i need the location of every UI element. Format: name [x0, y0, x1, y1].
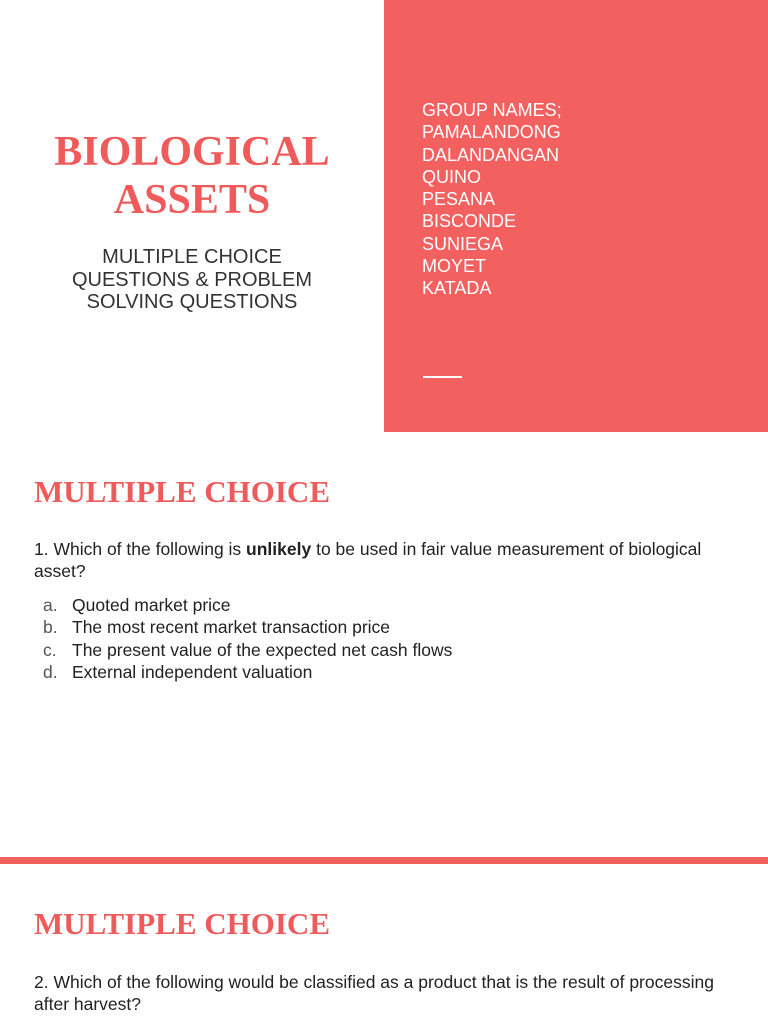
slide-divider: [0, 857, 768, 864]
question-2: 2. Which of the following would be classified as a product that is the result of processing after harvest?: [34, 972, 714, 1014]
subtitle-line-2: QUESTIONS & PROBLEM: [71, 268, 313, 291]
title-line-1: BIOLOGICAL: [54, 129, 330, 175]
option-text: The most recent market transaction price: [72, 617, 391, 638]
option-letter: a.: [43, 595, 58, 615]
question-1: [34, 538, 734, 582]
group-names-list: [422, 99, 562, 300]
option-d: [43, 661, 452, 683]
subtitle-line-3: SOLVING QUESTIONS: [86, 291, 298, 313]
option-letter: d.: [43, 661, 58, 682]
option-letter: b.: [43, 617, 58, 638]
title-slide: [0, 0, 768, 432]
option-text: Quoted market price: [72, 595, 231, 615]
slide-subtitle: [40, 246, 344, 314]
group-member: PESANA: [422, 189, 496, 210]
option-a: [43, 594, 452, 616]
option-c: [43, 639, 452, 661]
question-1-prefix: 1. Which of the following is: [34, 539, 247, 559]
group-member: DALANDANGAN: [422, 144, 560, 165]
group-member: SUNIEGA: [422, 233, 504, 254]
group-member: PAMALANDONG: [422, 122, 561, 143]
question-1-emphasis: unlikely: [246, 539, 312, 559]
question-1-suffix: to be used in fair value measurement of biological asset?: [34, 539, 702, 581]
group-member: BISCONDE: [422, 211, 517, 232]
option-b: [43, 616, 452, 638]
option-text: The present value of the expected net cash flows: [72, 639, 453, 660]
group-names-header: GROUP NAMES;: [422, 100, 562, 120]
answer-options: [43, 594, 452, 683]
group-member: QUINO: [422, 166, 482, 187]
option-text: External independent valuation: [72, 661, 313, 682]
group-member: KATADA: [422, 278, 492, 299]
section-heading-multiple-choice: MULTIPLE CHOICE: [34, 474, 330, 509]
option-letter: c.: [43, 639, 57, 660]
group-member: MOYET: [422, 256, 487, 277]
subtitle-line-1: MULTIPLE CHOICE: [102, 246, 282, 268]
slide-title: [0, 128, 384, 224]
accent-rule: [423, 376, 462, 378]
title-line-2: ASSETS: [113, 177, 271, 223]
section-heading-multiple-choice-2: MULTIPLE CHOICE: [34, 906, 330, 941]
